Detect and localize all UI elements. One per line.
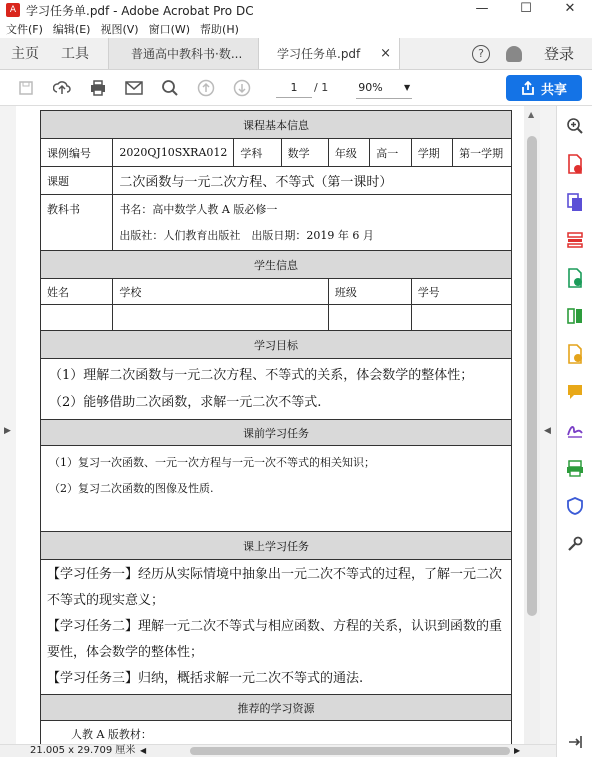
save-icon[interactable] (16, 78, 36, 98)
lesson-table (40, 110, 512, 747)
collapse-right-icon: ◀ (544, 426, 551, 436)
expand-left-icon: ▶ (4, 426, 11, 436)
pre-class-tasks (41, 446, 512, 532)
comment-icon[interactable] (565, 382, 585, 402)
organize-pages-icon[interactable] (565, 230, 585, 250)
name-label: 姓名 (41, 279, 113, 305)
section-student-info: 学生信息 (41, 251, 512, 279)
menu-file[interactable]: 文件(F) (6, 23, 43, 36)
in-task-1: 【学习任务一】经历从实际情境中抽象出一元二次不等式的过程，了解一元二次不等式的现实意义； (47, 567, 503, 608)
maximize-button[interactable]: ☐ (520, 1, 532, 16)
grade-value: 高一 (370, 139, 411, 167)
scan-ocr-icon[interactable] (565, 458, 585, 478)
help-icon[interactable]: ? (472, 45, 490, 63)
zoom-in-icon[interactable] (565, 116, 585, 136)
textbook-details (113, 195, 512, 251)
resource-item-1: 人教 A 版教材： (41, 721, 512, 747)
scroll-left-icon[interactable]: ◀ (140, 746, 147, 755)
login-button[interactable]: 登录 (543, 45, 574, 63)
tab-document-2[interactable] (258, 38, 400, 69)
expand-panel-icon[interactable] (565, 732, 585, 752)
menu-view[interactable]: 视图(V) (100, 23, 139, 36)
email-icon[interactable] (124, 78, 144, 98)
goal-item-2: （2）能够借助二次函数，求解一元二次不等式. (49, 395, 322, 410)
status-bar (0, 744, 556, 757)
term-value: 第一学期 (453, 139, 512, 167)
tab-document-2-label: 学习任务单.pdf (277, 47, 361, 61)
previous-page-icon[interactable] (196, 78, 216, 98)
more-tools-icon[interactable] (565, 534, 585, 554)
minimize-button[interactable]: — (475, 1, 489, 16)
section-pre-class: 课前学习任务 (41, 420, 512, 446)
menu-help[interactable]: 帮助(H) (200, 23, 239, 36)
class-cell (328, 305, 411, 331)
scroll-up-icon[interactable]: ▲ (528, 110, 535, 119)
export-pdf-icon[interactable] (565, 268, 585, 288)
lesson-id: 2020QJ10SXRA012 (113, 139, 234, 167)
subject-label: 学科 (234, 139, 281, 167)
publisher-info: 出版社：人们教育出版社 出版日期：2019 年 6 月 (119, 228, 374, 242)
close-tab-icon[interactable]: × (380, 46, 391, 61)
section-resources: 推荐的学习资源 (41, 695, 512, 721)
main-toolbar (0, 70, 592, 106)
chevron-down-icon: ▼ (404, 82, 411, 92)
cloud-upload-icon[interactable] (52, 78, 72, 98)
search-icon[interactable] (160, 78, 180, 98)
window-title: 学习任务单.pdf - Adobe Acrobat Pro DC (26, 3, 254, 18)
tab-document-1[interactable] (108, 38, 258, 69)
zoom-value: 90% (358, 80, 383, 94)
goals-list (41, 359, 512, 420)
tools-sidebar (556, 106, 592, 757)
student-no-cell (411, 305, 511, 331)
term-label: 学期 (411, 139, 452, 167)
menu-window[interactable]: 窗口(W) (148, 23, 191, 36)
menu-edit[interactable]: 编辑(E) (52, 23, 91, 36)
tab-bar (0, 38, 592, 70)
topic-value: 二次函数与一元二次方程、不等式（第一课时） (113, 167, 512, 195)
lesson-id-label: 课例编号 (41, 139, 113, 167)
menu-bar (0, 20, 592, 38)
account-tools (472, 38, 592, 69)
combine-files-icon[interactable] (565, 192, 585, 212)
name-cell (41, 305, 113, 331)
share-label: 共享 (540, 82, 567, 98)
in-task-3: 【学习任务三】归纳，概括求解一元二次不等式的通法. (47, 671, 364, 686)
page-number-input[interactable]: 1 (276, 78, 312, 98)
close-button[interactable]: ✕ (564, 1, 576, 16)
pre-task-2: （2）复习二次函数的图像及性质. (49, 482, 214, 495)
scroll-right-icon[interactable]: ▶ (514, 746, 521, 755)
title-bar (0, 0, 592, 20)
pre-task-1: （1）复习一次函数、一元一次方程与一元一次不等式的相关知识； (49, 456, 375, 469)
school-cell (113, 305, 328, 331)
tab-home[interactable]: 主页 (11, 46, 39, 62)
share-icon (521, 81, 541, 95)
notification-bell-icon[interactable] (506, 46, 522, 62)
share-button[interactable] (506, 75, 582, 101)
page-dimensions: 21.005 x 29.709 厘米 (30, 745, 136, 756)
section-in-class: 课上学习任务 (41, 532, 512, 560)
section-goals: 学习目标 (41, 331, 512, 359)
section-basic-info: 课程基本信息 (41, 111, 512, 139)
window-controls (460, 0, 592, 20)
next-page-icon[interactable] (232, 78, 252, 98)
pdf-page (16, 106, 524, 746)
book-name: 书名：高中数学人教 A 版必修一 (119, 202, 278, 216)
in-class-tasks (41, 560, 512, 695)
grade-label: 年级 (328, 139, 369, 167)
school-label: 学校 (113, 279, 328, 305)
subject-value: 数学 (281, 139, 328, 167)
create-pdf-icon[interactable] (565, 154, 585, 174)
protect-shield-icon[interactable] (565, 496, 585, 516)
zoom-select[interactable] (356, 77, 412, 99)
compare-files-icon[interactable] (565, 306, 585, 326)
class-label: 班级 (328, 279, 411, 305)
left-panel-toggle[interactable] (0, 106, 16, 744)
textbook-label: 教科书 (41, 195, 113, 251)
goal-item-1: （1）理解二次函数与一元二次方程、不等式的关系，体会数学的整体性； (49, 368, 474, 383)
acrobat-icon: A (6, 3, 20, 17)
in-task-2: 【学习任务二】理解一元二次不等式与相应函数、方程的关系，认识到函数的重要性，体会数学的整体性； (47, 619, 503, 660)
signature-icon[interactable] (565, 420, 585, 440)
right-panel-toggle[interactable] (540, 106, 556, 744)
vertical-scrollbar[interactable] (524, 106, 540, 744)
print-icon[interactable] (88, 78, 108, 98)
vertical-scroll-thumb[interactable] (527, 136, 537, 616)
student-no-label: 学号 (411, 279, 511, 305)
tab-document-1-label: 普通高中教科书·数... (131, 47, 243, 61)
topic-label: 课题 (41, 167, 113, 195)
horizontal-scroll-thumb[interactable] (190, 747, 510, 755)
fill-sign-icon[interactable] (565, 344, 585, 364)
tab-tools[interactable]: 工具 (61, 46, 89, 62)
page-total: / 1 (314, 81, 329, 94)
